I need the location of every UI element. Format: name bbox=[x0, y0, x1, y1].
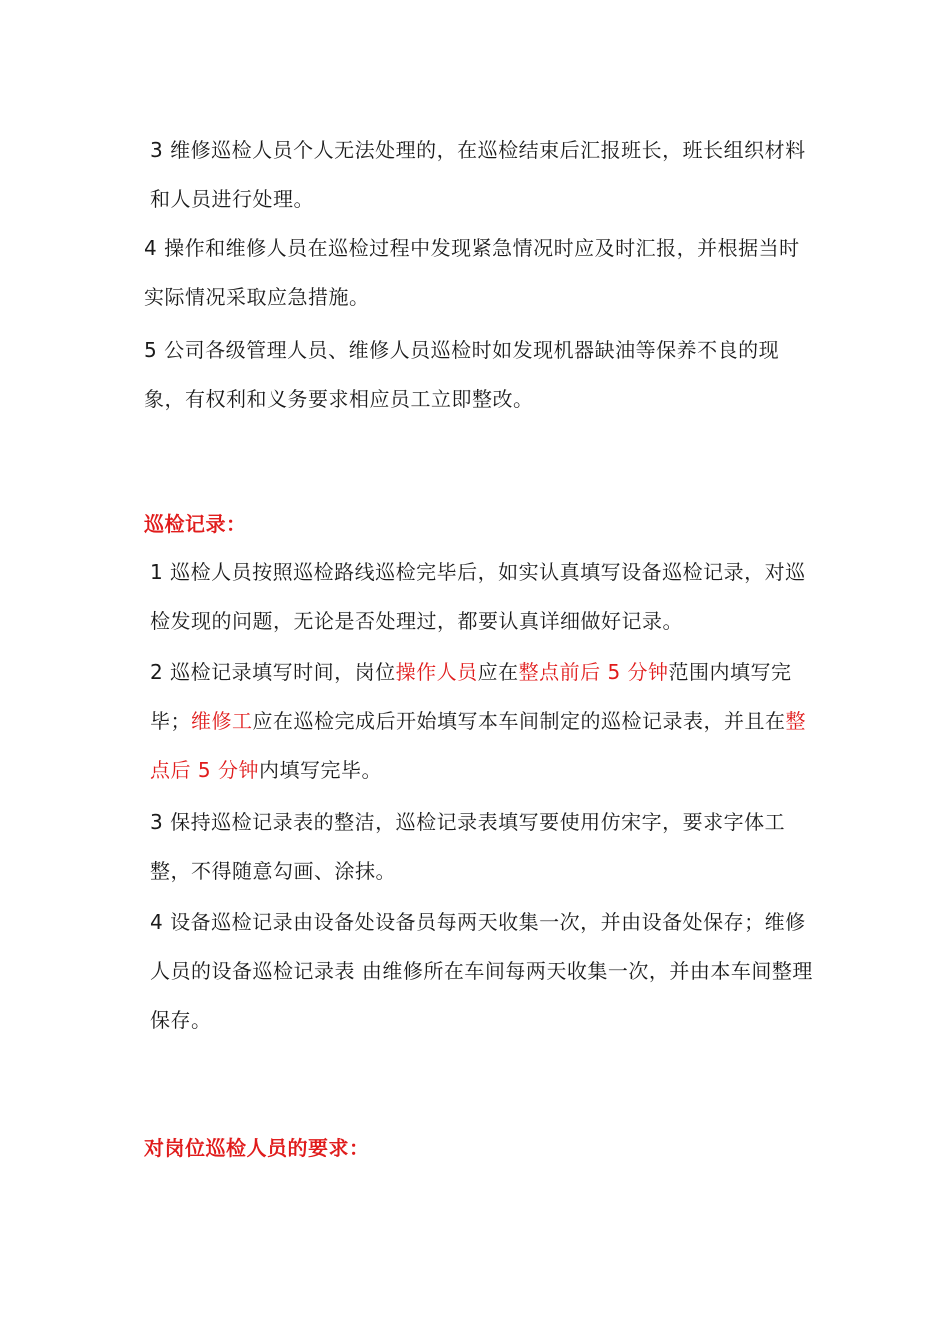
heading-inspector-requirements: 对岗位巡检人员的要求： bbox=[144, 1136, 370, 1160]
record-p2-highlight-operator: 操作人员 bbox=[395, 660, 478, 684]
record-paragraph-1: 1 巡检人员按照巡检路线巡检完毕后，如实认真填写设备巡检记录，对巡检发现的问题，无论是否处理过，都要认真详细做好记录。 bbox=[150, 560, 806, 633]
record-p2-text-a: 2 巡检记录填写时间，岗位 bbox=[150, 660, 396, 684]
paragraph-5-management-inspection: 5 公司各级管理人员、维修人员巡检时如发现机器缺油等保养不良的现象，有权利和义务要求相应员工立即整改。 bbox=[144, 338, 780, 411]
heading-inspection-record: 巡检记录： bbox=[144, 512, 247, 536]
record-p2-highlight-repairman: 维修工 bbox=[191, 709, 253, 733]
paragraph-3-repair-report: 3 维修巡检人员个人无法处理的，在巡检结束后汇报班长，班长组织材料和人员进行处理。 bbox=[150, 138, 806, 211]
paragraph-4-emergency-report: 4 操作和维修人员在巡检过程中发现紧急情况时应及时汇报，并根据当时实际情况采取应急措施。 bbox=[144, 236, 800, 309]
record-paragraph-3: 3 保持巡检记录表的整洁，巡检记录表填写要使用仿宋字，要求字体工整，不得随意勾画、涂抹。 bbox=[150, 810, 786, 883]
record-p2-text-e: 范围内填写完毕； bbox=[150, 660, 792, 733]
record-p2-text-g: 应在巡检完成后开始填写本车间制定的巡检记录表，并且在 bbox=[252, 709, 786, 733]
record-p2-highlight-after-hour: 整点后 5 分钟 bbox=[150, 709, 806, 782]
record-paragraph-2 bbox=[144, 648, 818, 795]
record-p2-text-c: 应在 bbox=[477, 660, 519, 684]
record-p2-text-i: 内填写完毕。 bbox=[258, 758, 382, 782]
record-p2-highlight-time-window: 整点前后 5 分钟 bbox=[518, 660, 669, 684]
record-paragraph-4: 4 设备巡检记录由设备处设备员每两天收集一次，并由设备处保存；维修人员的设备巡检记录表 由维修所在车间每两天收集一次，并由本车间整理保存。 bbox=[150, 910, 813, 1032]
